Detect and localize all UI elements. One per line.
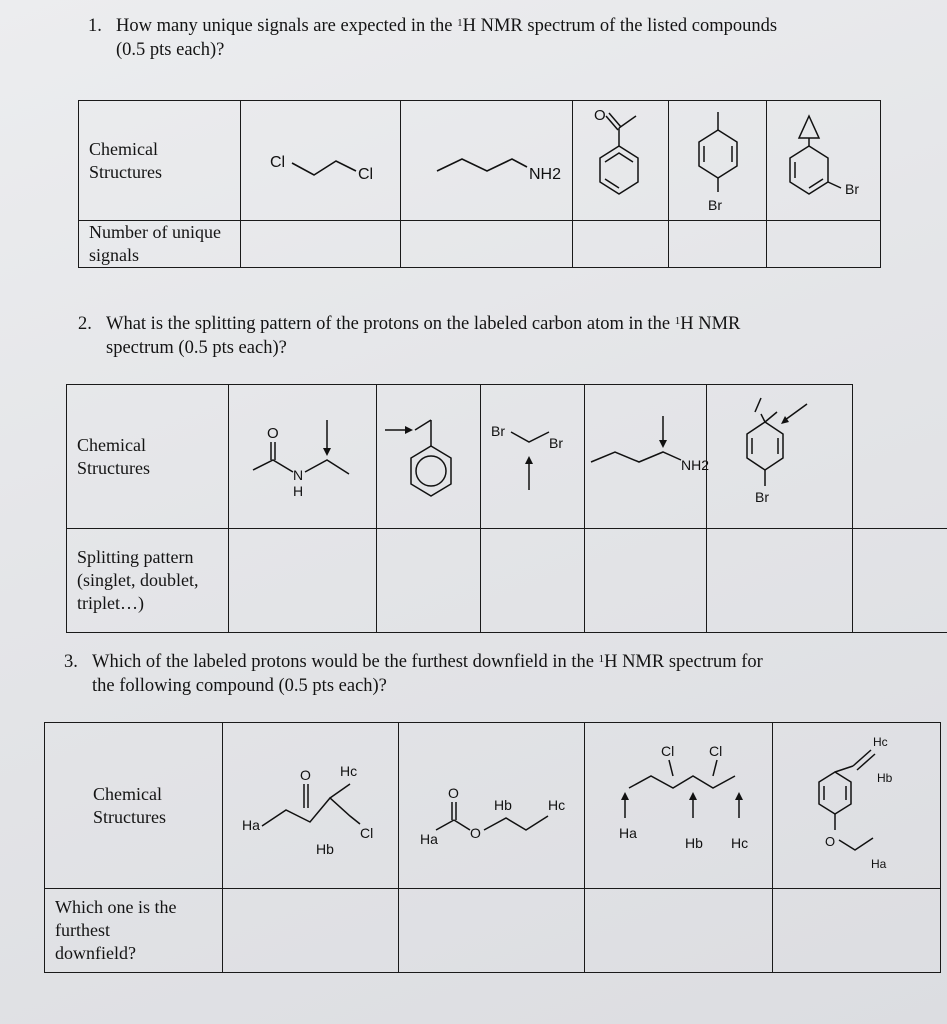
question-text: Which of the labeled protons would be the furthest downfield in the $^1$H NMR spectrum for xyxy=(92,652,763,672)
svg-text:Cl: Cl xyxy=(660,742,674,759)
structure-dichloroalkane xyxy=(585,723,773,889)
svg-text:Hc: Hc xyxy=(872,734,888,749)
svg-text:Hc: Hc xyxy=(547,796,565,813)
molecule-amide xyxy=(233,402,373,512)
svg-text:Hc: Hc xyxy=(339,762,357,779)
row-label-structures: Chemical Structures xyxy=(89,138,162,182)
molecule-ester xyxy=(402,746,582,866)
structure-acetophenone xyxy=(573,101,669,221)
question-number: 3. xyxy=(64,652,78,672)
svg-text:Ha: Ha xyxy=(870,856,886,871)
question-points: the following compound (0.5 pts each)? xyxy=(92,676,387,696)
molecule-ethylbenzene xyxy=(379,392,479,522)
svg-text:NH2: NH2 xyxy=(681,456,710,473)
svg-text:Hb: Hb xyxy=(876,770,892,785)
svg-text:N: N xyxy=(292,466,303,483)
structure-bromotoluene xyxy=(669,101,767,221)
answer-cell[interactable] xyxy=(481,529,585,633)
svg-text:Ha: Ha xyxy=(241,816,260,833)
svg-text:O: O xyxy=(299,766,311,783)
answer-cell[interactable] xyxy=(377,529,481,633)
molecule-1 xyxy=(246,131,396,191)
answer-cell[interactable] xyxy=(241,221,401,268)
answer-cell[interactable] xyxy=(401,221,573,268)
row-label-structures: Chemical Structures xyxy=(77,434,150,478)
structure-bromoisopropylbenzene xyxy=(707,385,853,529)
molecule-ethoxystyrene xyxy=(787,726,927,886)
answer-cell[interactable] xyxy=(767,221,881,268)
row-label-answer: Splitting pattern (singlet, doublet, triplet…) xyxy=(77,547,199,613)
svg-text:O: O xyxy=(469,824,481,841)
question-number: 2. xyxy=(78,314,92,334)
svg-text:Hb: Hb xyxy=(493,796,512,813)
structure-ester xyxy=(399,723,585,889)
answer-cell[interactable] xyxy=(585,889,773,973)
row-label-answer: Which one is the furthest downfield? xyxy=(55,897,177,963)
structure-amide xyxy=(229,385,377,529)
molecule-3 xyxy=(576,102,666,220)
molecule-chloroketone xyxy=(226,746,396,866)
q1-table xyxy=(78,100,881,268)
svg-text:Cl: Cl xyxy=(357,165,373,183)
svg-text:O: O xyxy=(824,833,835,849)
row-label-answer: Number of unique signals xyxy=(89,222,221,265)
question-text: How many unique signals are expected in the $^1$H NMR spectrum of the listed compounds xyxy=(116,16,778,36)
svg-text:Hb: Hb xyxy=(315,840,334,857)
svg-text:O: O xyxy=(266,424,279,442)
svg-text:Br: Br xyxy=(490,422,505,439)
question-points: (0.5 pts each)? xyxy=(116,40,225,60)
question-number: 1. xyxy=(88,16,102,36)
molecule-dibromopropane xyxy=(483,402,583,512)
structure-ethylbenzene xyxy=(377,385,481,529)
structure-chloroketone xyxy=(223,723,399,889)
answer-cell[interactable] xyxy=(229,529,377,633)
answer-cell[interactable] xyxy=(573,221,669,268)
answer-cell[interactable] xyxy=(669,221,767,268)
svg-text:Br: Br xyxy=(754,488,769,505)
svg-text:H: H xyxy=(292,482,303,499)
question-text: What is the splitting pattern of the protons on the labeled carbon atom in the $^1$H NMR xyxy=(106,314,741,334)
question-1 xyxy=(88,14,846,62)
structure-ethoxystyrene xyxy=(773,723,941,889)
svg-text:Hb: Hb xyxy=(684,834,703,851)
row-label-structures: Chemical Structures xyxy=(93,783,166,827)
structure-dibromopropane xyxy=(481,385,585,529)
molecule-pentylamine xyxy=(585,402,715,512)
answer-cell[interactable] xyxy=(773,889,941,973)
question-points: spectrum (0.5 pts each)? xyxy=(106,338,287,358)
svg-text:Hc: Hc xyxy=(730,834,748,851)
molecule-bromoisopropylbenzene xyxy=(725,392,835,522)
svg-text:Br: Br xyxy=(844,180,859,197)
structure-dichloropropane xyxy=(241,101,401,221)
structure-pentylamine xyxy=(585,385,710,529)
molecule-4 xyxy=(673,102,763,220)
answer-cell[interactable] xyxy=(707,529,853,633)
structure-butylamine xyxy=(401,101,573,221)
molecule-2 xyxy=(407,131,567,191)
molecule-5 xyxy=(769,102,879,220)
answer-cell[interactable] xyxy=(223,889,399,973)
molecule-dichloroalkane xyxy=(589,736,769,876)
q3-table xyxy=(44,722,941,973)
answer-cell[interactable] xyxy=(399,889,585,973)
question-2 xyxy=(78,312,846,360)
svg-text:Cl: Cl xyxy=(269,153,285,171)
svg-text:NH2: NH2 xyxy=(528,165,561,183)
svg-text:Ha: Ha xyxy=(618,824,637,841)
svg-text:Br: Br xyxy=(548,434,563,451)
question-3 xyxy=(64,650,902,698)
svg-text:O: O xyxy=(593,106,606,124)
answer-cell[interactable] xyxy=(853,529,947,633)
svg-text:Ha: Ha xyxy=(419,830,438,847)
svg-text:O: O xyxy=(447,784,459,801)
svg-text:Cl: Cl xyxy=(708,742,722,759)
svg-text:Cl: Cl xyxy=(359,824,373,841)
svg-text:Br: Br xyxy=(707,196,722,213)
structure-bromocyclopropylbenzene xyxy=(767,101,881,221)
q2-table xyxy=(66,384,947,633)
answer-cell[interactable] xyxy=(585,529,707,633)
